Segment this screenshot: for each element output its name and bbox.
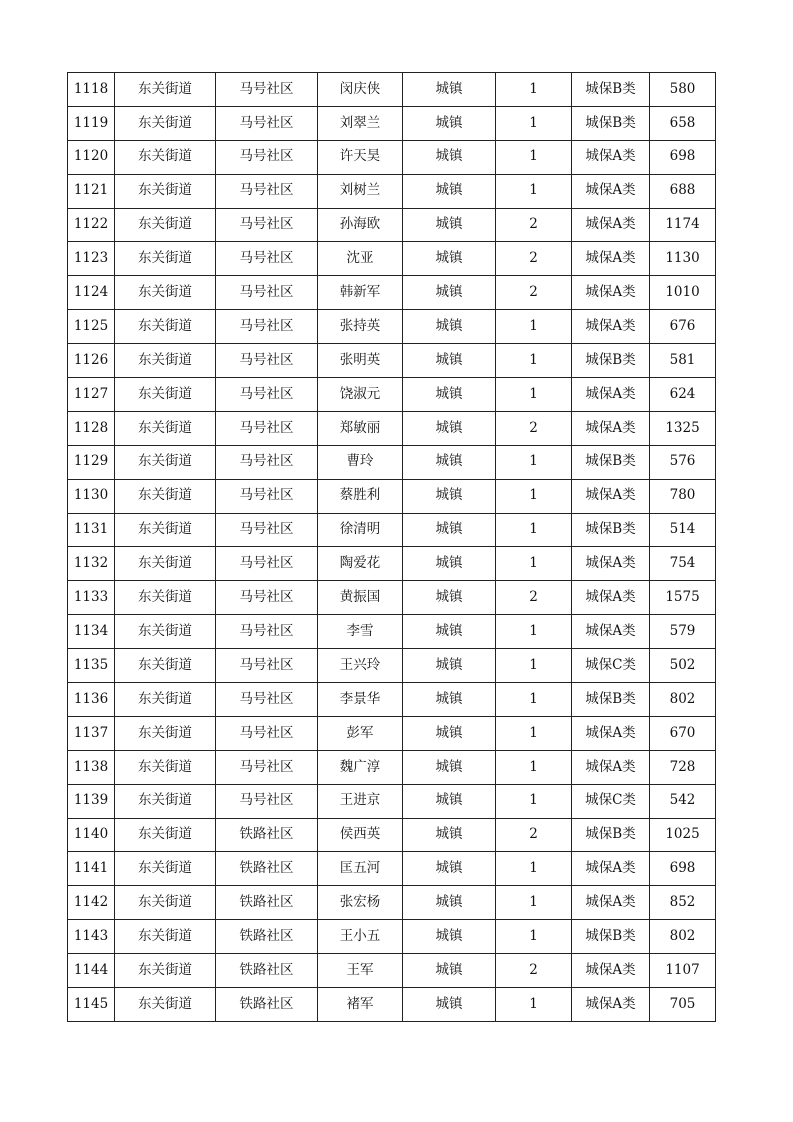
table-row [68,683,716,717]
community-cell: 铁路社区 [216,818,318,852]
community-cell: 铁路社区 [216,852,318,886]
subdistrict-cell: 东关街道 [115,174,216,208]
amount-cell: 1575 [650,581,716,615]
people-count-cell: 1 [496,988,572,1022]
name-cell: 陶爱花 [318,547,403,581]
name-cell: 曹玲 [318,445,403,479]
household-type-cell: 城镇 [403,818,496,852]
name-cell: 沈亚 [318,242,403,276]
amount-cell: 698 [650,140,716,174]
name-cell: 徐清明 [318,513,403,547]
subdistrict-cell: 东关街道 [115,716,216,750]
amount-cell: 698 [650,852,716,886]
row-number-cell: 1143 [68,920,115,954]
name-cell: 褚军 [318,988,403,1022]
people-count-cell: 1 [496,649,572,683]
household-type-cell: 城镇 [403,547,496,581]
household-type-cell: 城镇 [403,445,496,479]
name-cell: 韩新军 [318,276,403,310]
amount-cell: 542 [650,784,716,818]
community-cell: 马号社区 [216,242,318,276]
amount-cell: 658 [650,106,716,140]
category-cell: 城保B类 [572,344,650,378]
community-cell: 铁路社区 [216,920,318,954]
name-cell: 闵庆侠 [318,73,403,107]
row-number-cell: 1122 [68,208,115,242]
subdistrict-cell: 东关街道 [115,615,216,649]
table-row [68,445,716,479]
subdistrict-cell: 东关街道 [115,852,216,886]
table-row [68,208,716,242]
category-cell: 城保A类 [572,547,650,581]
amount-cell: 514 [650,513,716,547]
category-cell: 城保A类 [572,479,650,513]
row-number-cell: 1121 [68,174,115,208]
table-row [68,73,716,107]
subdistrict-cell: 东关街道 [115,547,216,581]
row-number-cell: 1145 [68,988,115,1022]
amount-cell: 802 [650,920,716,954]
name-cell: 彭军 [318,716,403,750]
household-type-cell: 城镇 [403,174,496,208]
name-cell: 李景华 [318,683,403,717]
subdistrict-cell: 东关街道 [115,140,216,174]
category-cell: 城保A类 [572,310,650,344]
subdistrict-cell: 东关街道 [115,513,216,547]
amount-cell: 754 [650,547,716,581]
category-cell: 城保B类 [572,920,650,954]
table-row [68,106,716,140]
category-cell: 城保B类 [572,106,650,140]
name-cell: 李雪 [318,615,403,649]
people-count-cell: 1 [496,73,572,107]
community-cell: 马号社区 [216,140,318,174]
people-count-cell: 2 [496,276,572,310]
people-count-cell: 1 [496,513,572,547]
row-number-cell: 1127 [68,378,115,412]
household-type-cell: 城镇 [403,683,496,717]
row-number-cell: 1129 [68,445,115,479]
people-count-cell: 2 [496,954,572,988]
household-type-cell: 城镇 [403,378,496,412]
row-number-cell: 1134 [68,615,115,649]
row-number-cell: 1124 [68,276,115,310]
people-count-cell: 2 [496,818,572,852]
category-cell: 城保A类 [572,411,650,445]
amount-cell: 1107 [650,954,716,988]
community-cell: 马号社区 [216,513,318,547]
table-row [68,310,716,344]
community-cell: 马号社区 [216,344,318,378]
name-cell: 许天昊 [318,140,403,174]
table-row [68,615,716,649]
people-count-cell: 1 [496,920,572,954]
row-number-cell: 1132 [68,547,115,581]
people-count-cell: 1 [496,445,572,479]
category-cell: 城保A类 [572,988,650,1022]
subdistrict-cell: 东关街道 [115,276,216,310]
category-cell: 城保A类 [572,140,650,174]
subdistrict-cell: 东关街道 [115,310,216,344]
name-cell: 王小五 [318,920,403,954]
table-row [68,513,716,547]
household-type-cell: 城镇 [403,140,496,174]
people-count-cell: 1 [496,886,572,920]
people-count-cell: 1 [496,615,572,649]
name-cell: 张明英 [318,344,403,378]
subdistrict-cell: 东关街道 [115,818,216,852]
amount-cell: 624 [650,378,716,412]
people-count-cell: 2 [496,411,572,445]
category-cell: 城保A类 [572,276,650,310]
community-cell: 马号社区 [216,445,318,479]
amount-cell: 676 [650,310,716,344]
table-row [68,852,716,886]
row-number-cell: 1133 [68,581,115,615]
name-cell: 王进京 [318,784,403,818]
community-cell: 马号社区 [216,73,318,107]
household-type-cell: 城镇 [403,649,496,683]
people-count-cell: 1 [496,344,572,378]
people-count-cell: 1 [496,683,572,717]
table-row [68,276,716,310]
name-cell: 郑敏丽 [318,411,403,445]
roster-table [67,72,716,1022]
category-cell: 城保A类 [572,750,650,784]
name-cell: 饶淑元 [318,378,403,412]
row-number-cell: 1141 [68,852,115,886]
community-cell: 马号社区 [216,378,318,412]
amount-cell: 688 [650,174,716,208]
table-row [68,411,716,445]
amount-cell: 852 [650,886,716,920]
category-cell: 城保C类 [572,649,650,683]
table-row [68,818,716,852]
people-count-cell: 1 [496,140,572,174]
name-cell: 孙海欧 [318,208,403,242]
row-number-cell: 1144 [68,954,115,988]
category-cell: 城保B类 [572,513,650,547]
name-cell: 王兴玲 [318,649,403,683]
subdistrict-cell: 东关街道 [115,954,216,988]
household-type-cell: 城镇 [403,479,496,513]
subdistrict-cell: 东关街道 [115,581,216,615]
community-cell: 马号社区 [216,683,318,717]
row-number-cell: 1136 [68,683,115,717]
household-type-cell: 城镇 [403,411,496,445]
table-row [68,716,716,750]
community-cell: 马号社区 [216,479,318,513]
household-type-cell: 城镇 [403,852,496,886]
row-number-cell: 1130 [68,479,115,513]
row-number-cell: 1119 [68,106,115,140]
table-row [68,886,716,920]
community-cell: 马号社区 [216,276,318,310]
category-cell: 城保A类 [572,615,650,649]
amount-cell: 780 [650,479,716,513]
amount-cell: 1010 [650,276,716,310]
name-cell: 魏广淳 [318,750,403,784]
name-cell: 张持英 [318,310,403,344]
subdistrict-cell: 东关街道 [115,411,216,445]
name-cell: 张宏杨 [318,886,403,920]
household-type-cell: 城镇 [403,73,496,107]
household-type-cell: 城镇 [403,988,496,1022]
people-count-cell: 2 [496,242,572,276]
amount-cell: 1130 [650,242,716,276]
subdistrict-cell: 东关街道 [115,344,216,378]
subdistrict-cell: 东关街道 [115,886,216,920]
people-count-cell: 1 [496,479,572,513]
subdistrict-cell: 东关街道 [115,784,216,818]
community-cell: 马号社区 [216,411,318,445]
household-type-cell: 城镇 [403,208,496,242]
people-count-cell: 1 [496,310,572,344]
table-row [68,547,716,581]
community-cell: 马号社区 [216,547,318,581]
row-number-cell: 1118 [68,73,115,107]
community-cell: 马号社区 [216,208,318,242]
household-type-cell: 城镇 [403,920,496,954]
subdistrict-cell: 东关街道 [115,649,216,683]
amount-cell: 502 [650,649,716,683]
category-cell: 城保B类 [572,445,650,479]
people-count-cell: 2 [496,208,572,242]
subdistrict-cell: 东关街道 [115,106,216,140]
category-cell: 城保A类 [572,954,650,988]
amount-cell: 579 [650,615,716,649]
subdistrict-cell: 东关街道 [115,73,216,107]
amount-cell: 1325 [650,411,716,445]
community-cell: 马号社区 [216,716,318,750]
amount-cell: 1025 [650,818,716,852]
subdistrict-cell: 东关街道 [115,750,216,784]
household-type-cell: 城镇 [403,513,496,547]
name-cell: 刘树兰 [318,174,403,208]
category-cell: 城保B类 [572,683,650,717]
category-cell: 城保A类 [572,378,650,412]
row-number-cell: 1135 [68,649,115,683]
household-type-cell: 城镇 [403,716,496,750]
amount-cell: 580 [650,73,716,107]
people-count-cell: 1 [496,716,572,750]
community-cell: 马号社区 [216,310,318,344]
household-type-cell: 城镇 [403,750,496,784]
table-row [68,479,716,513]
row-number-cell: 1137 [68,716,115,750]
amount-cell: 576 [650,445,716,479]
community-cell: 马号社区 [216,106,318,140]
household-type-cell: 城镇 [403,106,496,140]
row-number-cell: 1120 [68,140,115,174]
amount-cell: 728 [650,750,716,784]
people-count-cell: 1 [496,106,572,140]
category-cell: 城保A类 [572,208,650,242]
subdistrict-cell: 东关街道 [115,920,216,954]
category-cell: 城保A类 [572,581,650,615]
table-row [68,344,716,378]
subdistrict-cell: 东关街道 [115,378,216,412]
amount-cell: 705 [650,988,716,1022]
category-cell: 城保B类 [572,818,650,852]
table-row [68,750,716,784]
community-cell: 铁路社区 [216,954,318,988]
category-cell: 城保A类 [572,242,650,276]
community-cell: 马号社区 [216,615,318,649]
community-cell: 马号社区 [216,174,318,208]
amount-cell: 802 [650,683,716,717]
table-row [68,140,716,174]
people-count-cell: 1 [496,750,572,784]
people-count-cell: 2 [496,581,572,615]
community-cell: 马号社区 [216,581,318,615]
table-row [68,920,716,954]
category-cell: 城保A类 [572,886,650,920]
people-count-cell: 1 [496,784,572,818]
household-type-cell: 城镇 [403,276,496,310]
people-count-cell: 1 [496,547,572,581]
row-number-cell: 1138 [68,750,115,784]
table-row [68,988,716,1022]
household-type-cell: 城镇 [403,581,496,615]
household-type-cell: 城镇 [403,615,496,649]
name-cell: 匡五河 [318,852,403,886]
subdistrict-cell: 东关街道 [115,445,216,479]
amount-cell: 581 [650,344,716,378]
table-row [68,242,716,276]
household-type-cell: 城镇 [403,344,496,378]
people-count-cell: 1 [496,378,572,412]
community-cell: 铁路社区 [216,886,318,920]
row-number-cell: 1131 [68,513,115,547]
subdistrict-cell: 东关街道 [115,242,216,276]
row-number-cell: 1140 [68,818,115,852]
category-cell: 城保A类 [572,174,650,208]
table-row [68,581,716,615]
name-cell: 黄振国 [318,581,403,615]
name-cell: 侯西英 [318,818,403,852]
roster-body [68,73,716,1022]
row-number-cell: 1123 [68,242,115,276]
subdistrict-cell: 东关街道 [115,208,216,242]
people-count-cell: 1 [496,174,572,208]
household-type-cell: 城镇 [403,242,496,276]
table-row [68,954,716,988]
category-cell: 城保A类 [572,716,650,750]
household-type-cell: 城镇 [403,784,496,818]
row-number-cell: 1128 [68,411,115,445]
community-cell: 铁路社区 [216,988,318,1022]
household-type-cell: 城镇 [403,954,496,988]
table-row [68,784,716,818]
name-cell: 王军 [318,954,403,988]
row-number-cell: 1139 [68,784,115,818]
category-cell: 城保C类 [572,784,650,818]
category-cell: 城保A类 [572,852,650,886]
subdistrict-cell: 东关街道 [115,683,216,717]
household-type-cell: 城镇 [403,310,496,344]
community-cell: 马号社区 [216,750,318,784]
amount-cell: 670 [650,716,716,750]
community-cell: 马号社区 [216,784,318,818]
name-cell: 刘翠兰 [318,106,403,140]
table-row [68,649,716,683]
row-number-cell: 1125 [68,310,115,344]
subdistrict-cell: 东关街道 [115,988,216,1022]
community-cell: 马号社区 [216,649,318,683]
amount-cell: 1174 [650,208,716,242]
people-count-cell: 1 [496,852,572,886]
household-type-cell: 城镇 [403,886,496,920]
category-cell: 城保B类 [572,73,650,107]
row-number-cell: 1126 [68,344,115,378]
table-row [68,174,716,208]
row-number-cell: 1142 [68,886,115,920]
table-row [68,378,716,412]
name-cell: 蔡胜利 [318,479,403,513]
subdistrict-cell: 东关街道 [115,479,216,513]
